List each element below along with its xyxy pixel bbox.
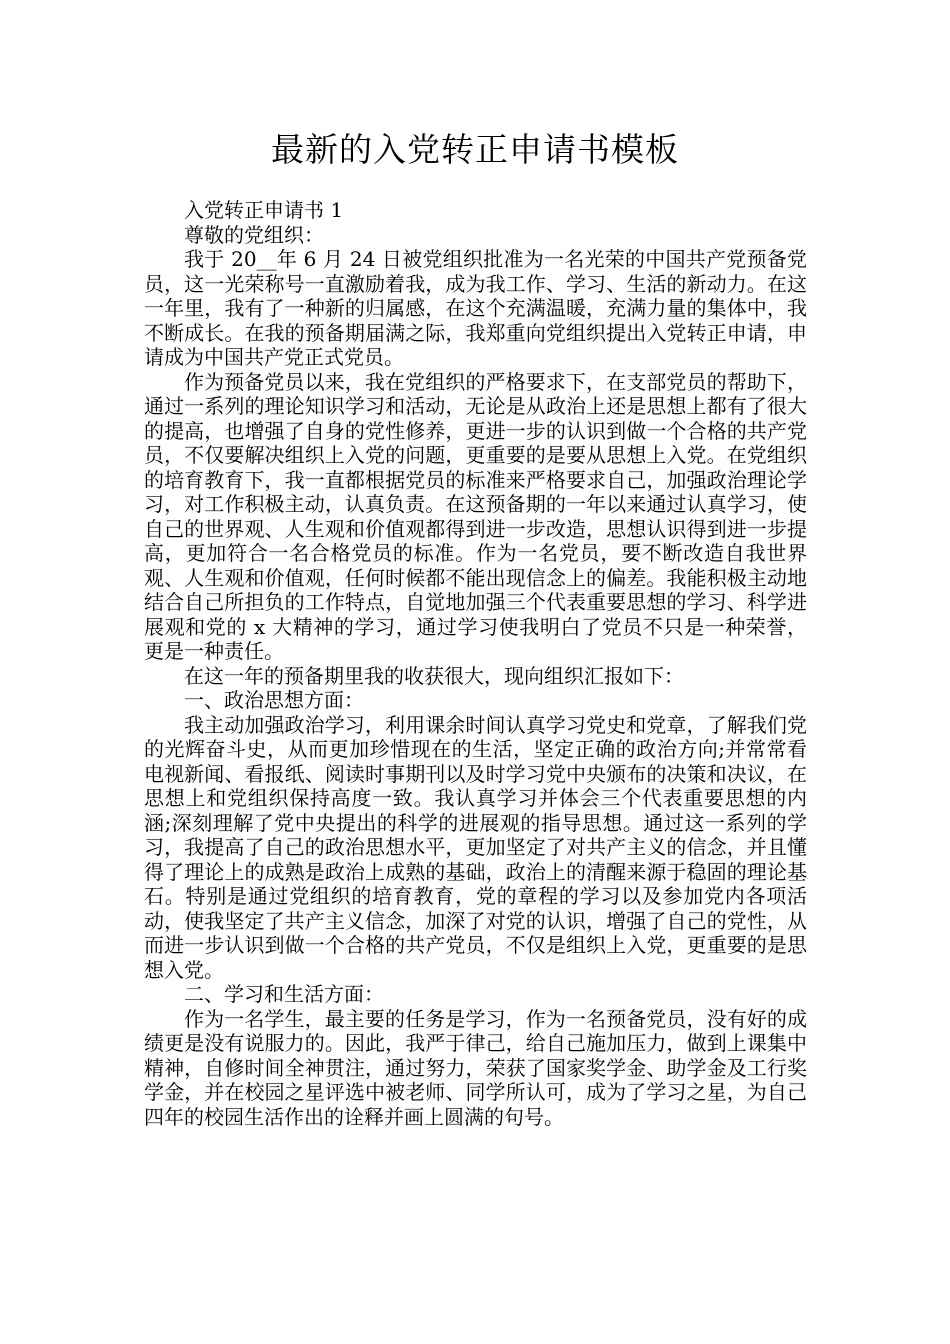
paragraph-intro: 我于 20__年 6 月 24 日被党组织批准为一名光荣的中国共产党预备党员，这一光荣称号一直激励着我，成为我工作、学习、生活的新动力。在这一年里，我有了一种新的归属感，在这个充满温暖，充满力量的集体中，我不断成长。在我的预备期届满之际，我郑重向党组织提出入党转正申请，申请成为中国共产党正式党员。 (144, 247, 807, 369)
paragraph-study: 作为一名学生，最主要的任务是学习，作为一名预备党员，没有好的成绩更是没有说服力的。因此，我严于律己，给自己施加压力，做到上课集中精神，自修时间全神贯注，通过努力，荣获了国家奖学金、助学金及工行奖学金，并在校园之星评选中被老师、同学所认可，成为了学习之星，为自己四年的校园生活作出的诠释并画上圆满的句号。 (144, 1006, 807, 1129)
paragraph-report-lead: 在这一年的预备期里我的收获很大，现向组织汇报如下： (184, 663, 684, 688)
document-title: 最新的入党转正申请书模板 (271, 130, 679, 169)
paragraph-political: 我主动加强政治学习，利用课余时间认真学习党史和党章，了解我们党的光辉奋斗史，从而更加珍惜现在的生活，坚定正确的政治方向;并常常看电视新闻、看报纸、阅读时事期刊以及时学习党中央颁布的决策和决议，在思想上和党组织保持高度一致。我认真学习并体会三个代表重要思想的内涵;深刻理解了党中央提出的科学的进展观的指导思想。通过这一系列的学习，我提高了自己的政治思想水平，更加坚定了对共产主义的信念，并且懂得了理论上的成熟是政治上成熟的基础，政治上的清醒来源于稳固的理论基石。特别是通过党组织的培育教育，党的章程的学习以及参加党内各项活动，使我坚定了共产主义信念，加深了对党的认识，增强了自己的党性，从而进一步认识到做一个合格的共产党员，不仅是组织上入党，更重要的是思想入党。 (144, 712, 807, 982)
paragraph-heading: 入党转正申请书 1 (184, 198, 344, 222)
paragraph-salutation: 尊敬的党组织： (184, 222, 324, 247)
section-heading-study: 二、学习和生活方面： (184, 982, 384, 1006)
section-heading-political: 一、政治思想方面： (184, 688, 364, 712)
document-body (144, 198, 807, 1129)
paragraph-progress: 作为预备党员以来，我在党组织的严格要求下，在支部党员的帮助下，通过一系列的理论知识学习和活动，无论是从政治上还是思想上都有了很大的提高，也增强了自身的党性修养，更进一步的认识到做一个合格的共产党员，不仅要解决组织上入党的问题，更重要的是要从思想上入党。在党组织的培育教育下，我一直都根据党员的标准来严格要求自己，加强政治理论学习，对工作积极主动，认真负责。在这预备期的一年以来通过认真学习，使自己的世界观、人生观和价值观都得到进一步改造，思想认识得到进一步提高，更加符合一名合格党员的标准。作为一名党员，要不断改造自我世界观、人生观和价值观，任何时候都不能出现信念上的偏差。我能积极主动地结合自己所担负的工作特点，自觉地加强三个代表重要思想的学习、科学进展观和党的 x 大精神的学习，通过学习使我明白了党员不只是一种荣誉，更是一种责任。 (144, 369, 807, 663)
